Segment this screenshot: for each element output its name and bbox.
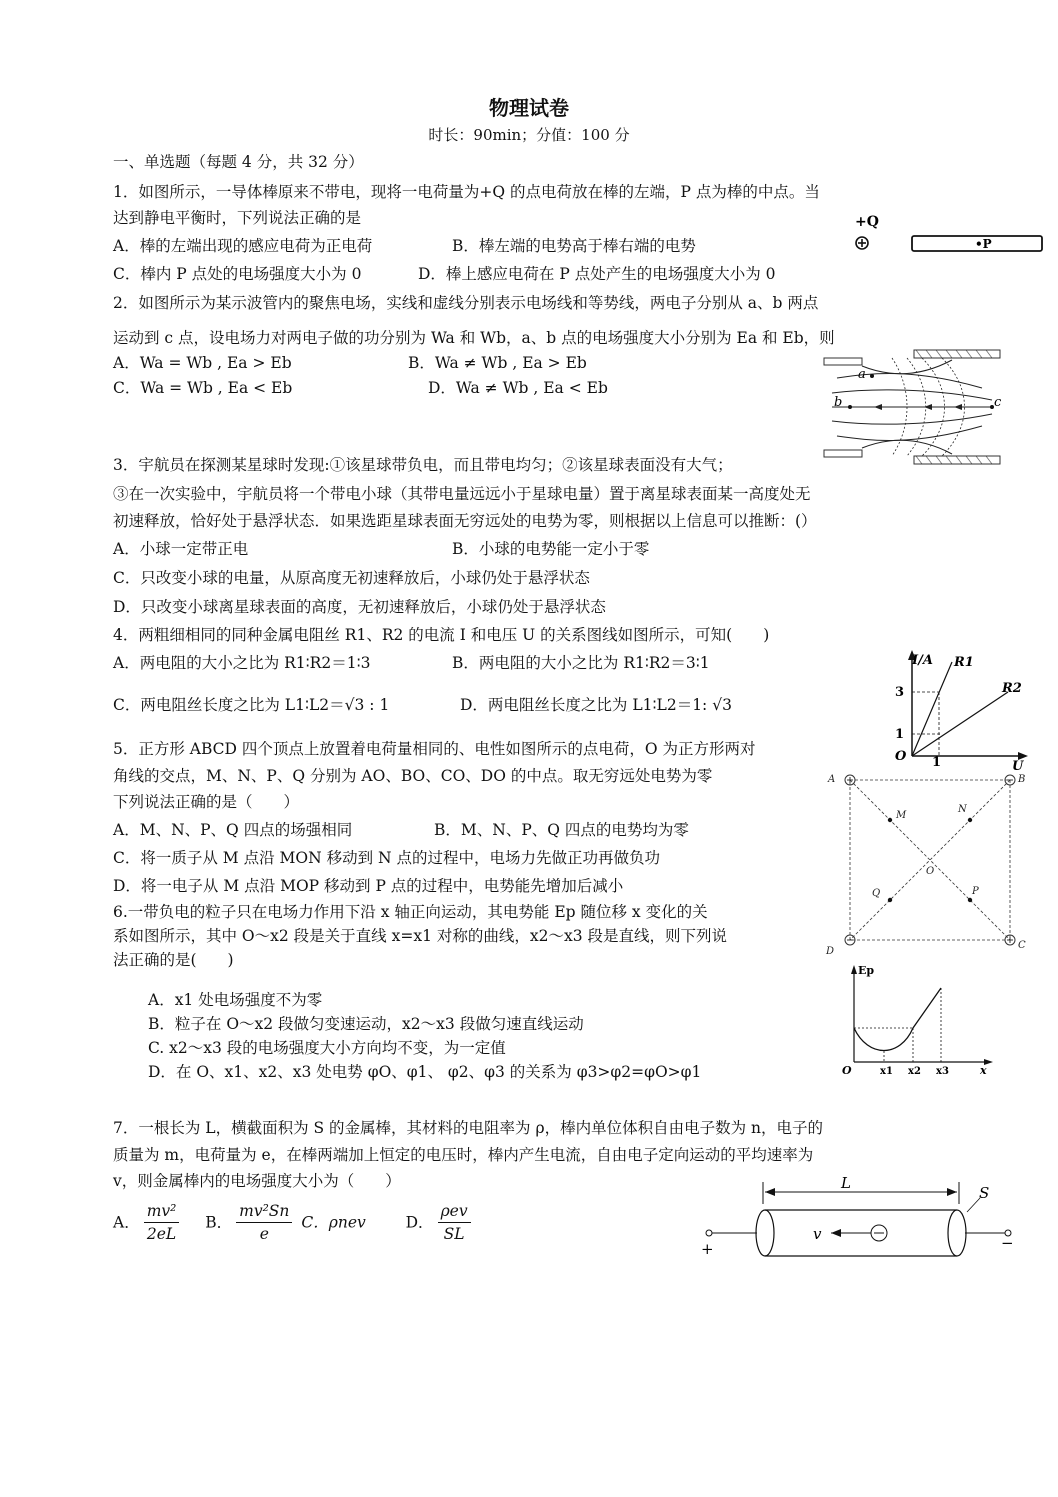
q1-figure <box>850 212 1050 262</box>
q5-fig-label-a: A <box>828 774 836 785</box>
q6-fig-xlabel: x <box>980 1064 987 1077</box>
q7-option-d-fraction <box>438 1200 471 1245</box>
q7-figure <box>695 1176 1030 1266</box>
q4-option-c: C．两电阻丝长度之比为 L1∶L2＝√3 : 1 <box>113 696 390 714</box>
q1-stem-line2: 达到静电平衡时，下列说法正确的是 <box>113 209 362 227</box>
q2-figure <box>822 348 1002 466</box>
q7-option-a-label: A． <box>113 1213 140 1232</box>
q6-fig-tick-x1: x1 <box>880 1066 893 1077</box>
q7-stem-line1: 7．一根长为 L，横截面积为 S 的金属棒，其材料的电阻率为 ρ，棒内单位体积自由电子数为 n，电子的 <box>113 1119 824 1137</box>
q6-option-b: B．粒子在 O～x2 段做匀变速运动，x2～x3 段做匀速直线运动 <box>148 1015 584 1033</box>
q5-stem-line1: 5．正方形 ABCD 四个顶点上放置着电荷量相同的、电性如图所示的点电荷，O 为正方形两对 <box>113 740 756 758</box>
q2-fig-electrode <box>824 358 862 365</box>
q7-fig-label-v: v <box>813 1225 822 1243</box>
q3-option-d: D．只改变小球离星球表面的高度，无初速释放后，小球仍处于悬浮状态 <box>113 598 606 616</box>
q7-option-d-denominator: SL <box>443 1225 465 1243</box>
q4-fig-tick-y1: 1 <box>895 727 905 742</box>
q6-figure <box>838 962 998 1082</box>
q7-option-a-denominator: 2eL <box>146 1225 177 1243</box>
q6-fig-tick-x3: x3 <box>936 1066 949 1077</box>
q2-fig-label-a: a <box>858 367 866 382</box>
q5-fig-point-p <box>968 898 972 902</box>
q7-stem-line3: v，则金属棒内的电场强度大小为（ ） <box>113 1172 401 1190</box>
q5-fig-label-m: M <box>896 810 907 821</box>
q6-option-c: C. x2～x3 段的电场强度大小方向均不变，为一定值 <box>148 1039 506 1057</box>
q4-fig-origin: O <box>895 749 907 764</box>
q4-fig-tick-y3: 3 <box>895 685 905 700</box>
q2-fig-label-b: b <box>834 395 843 410</box>
q7-fig-plus: + <box>701 1240 714 1258</box>
q1-fig-point-label: •P <box>975 237 992 251</box>
q7-option-b-fraction <box>236 1200 292 1245</box>
q7-option-d-label: D． <box>405 1213 434 1232</box>
q2-option-b: B．Wa ≠ Wb , Ea > Eb <box>408 354 587 372</box>
q1-fig-charge-label: +Q <box>855 214 879 230</box>
q4-fig-line-r1 <box>912 662 952 756</box>
q3-stem-line2: ③在一次实验中，宇航员将一个带电小球（其带电量远远小于星球电量）置于离星球表面某一高度处无 <box>113 485 811 503</box>
q4-fig-ylabel: I/A <box>912 653 933 668</box>
q2-fig-field-line <box>862 440 952 454</box>
q2-option-c: C．Wa = Wb , Ea < Eb <box>113 379 293 397</box>
q4-fig-tick-x1: 1 <box>932 755 942 770</box>
q3-option-c: C．只改变小球的电量，从原高度无初速释放后，小球仍处于悬浮状态 <box>113 569 590 587</box>
page-subtitle: 时长：90min；分值：100 分 <box>428 126 630 144</box>
q1-stem-line1: 1．如图所示，一导体棒原来不带电，现将一电荷量为+Q 的点电荷放在棒的左端，P 点为棒的中点。当 <box>113 183 820 201</box>
q5-fig-label-q: Q <box>872 888 881 899</box>
q3-stem-line3: 初速释放，恰好处于悬浮状态．如果选距星球表面无穷远处的电势为零，则根据以上信息可以推断：(） <box>113 512 817 530</box>
q2-fig-field-line <box>832 414 992 424</box>
q7-option-c: C．ρnev <box>301 1213 366 1232</box>
q2-stem-line2: 运动到 c 点，设电场力对两电子做的功分别为 Wa 和 Wb，a、b 点的电场强度大小分别为 Ea 和 Eb，则 <box>113 329 835 347</box>
q4-fig-xlabel: U <box>1012 759 1024 770</box>
q2-stem-line1: 2．如图所示为某示波管内的聚焦电场，实线和虚线分别表示电场线和等势线，两电子分别从 a、b 两点 <box>113 294 819 312</box>
q7-options <box>113 1200 475 1252</box>
page-title: 物理试卷 <box>489 96 569 120</box>
q5-fig-label-d: D <box>826 946 835 957</box>
q5-fig-label-b: B <box>1018 774 1026 785</box>
q7-stem-line2: 质量为 m，电荷量为 e，在棒两端加上恒定的电压时，棒内产生电流，自由电子定向运动的平均速率为 <box>113 1146 814 1164</box>
q4-option-b: B．两电阻的大小之比为 R1∶R2＝3∶1 <box>452 654 710 672</box>
q3-option-a: A．小球一定带正电 <box>113 540 249 558</box>
q2-fig-electrode <box>824 450 862 457</box>
q4-fig-line-r2 <box>912 692 1008 756</box>
q6-stem-line2: 系如图所示，其中 O～x2 段是关于直线 x=x1 对称的曲线，x2～x3 段是直线，则下列说 <box>113 927 727 945</box>
q7-option-a-numerator: mv² <box>144 1200 180 1223</box>
q5-option-c: C．将一质子从 M 点沿 MON 移动到 N 点的过程中，电场力先做正功再做负功 <box>113 849 660 867</box>
section-heading: 一、单选题（每题 4 分，共 32 分） <box>113 153 364 171</box>
q3-option-b: B．小球的电势能一定小于零 <box>452 540 650 558</box>
q5-fig-point-n <box>968 818 972 822</box>
q6-fig-curve <box>854 988 941 1051</box>
q2-option-a: A．Wa = Wb , Ea > Eb <box>113 354 292 372</box>
q6-fig-tick-x2: x2 <box>908 1066 921 1077</box>
q6-fig-ylabel: Ep <box>858 964 875 977</box>
q4-option-d: D．两电阻丝长度之比为 L1∶L2＝1: √3 <box>460 696 732 714</box>
q2-fig-label-c: c <box>994 395 1002 410</box>
q5-fig-label-c: C <box>1018 940 1026 951</box>
q5-figure <box>822 770 1032 960</box>
q6-fig-origin: O <box>842 1064 852 1077</box>
q5-fig-label-n: N <box>958 804 967 815</box>
q7-option-a-fraction <box>144 1200 180 1245</box>
q6-option-a: A．x1 处电场强度不为零 <box>148 991 323 1009</box>
q1-option-b: B．棒左端的电势高于棒右端的电势 <box>452 237 696 255</box>
q7-option-b-numerator: mv²Sn <box>236 1200 292 1223</box>
q4-option-a: A．两电阻的大小之比为 R1∶R2＝1∶3 <box>113 654 371 672</box>
q5-fig-point-m <box>888 818 892 822</box>
q7-option-b-label: B． <box>205 1213 233 1232</box>
q2-fig-field-line <box>862 360 952 374</box>
q5-fig-label-o: O <box>926 866 935 877</box>
q5-fig-point-q <box>888 898 892 902</box>
q5-option-b: B．M、N、P、Q 四点的电势均为零 <box>434 821 689 839</box>
q6-option-d: D．在 O、x1、x2、x3 处电势 φO、φ1、 φ2、φ3 的关系为 φ3>φ2=φO>φ1 <box>148 1063 702 1081</box>
q3-stem-line1: 3．宇航员在探测某星球时发现:①该星球带负电，而且带电均匀；②该星球表面没有大气； <box>113 456 733 474</box>
q5-stem-line3: 下列说法正确的是（ ） <box>113 793 300 811</box>
q6-stem-line3: 法正确的是( ) <box>113 951 234 969</box>
q2-option-d: D．Wa ≠ Wb , Ea < Eb <box>428 379 608 397</box>
q5-option-d: D．将一电子从 M 点沿 MOP 移动到 P 点的过程中，电势能先增加后减小 <box>113 877 624 895</box>
q7-fig-minus: − <box>1001 1234 1014 1252</box>
q1-option-a: A．棒的左端出现的感应电荷为正电荷 <box>113 237 373 255</box>
q1-option-d: D．棒上感应电荷在 P 点处产生的电场强度大小为 0 <box>418 265 776 283</box>
q1-option-c: C．棒内 P 点处的电场强度大小为 0 <box>113 265 362 283</box>
q2-fig-point-a <box>870 374 874 378</box>
q5-stem-line2: 角线的交点，M、N、P、Q 分别为 AO、BO、CO、DO 的中点。取无穷远处电势为零 <box>113 767 713 785</box>
q4-fig-label-r1: R1 <box>954 655 974 670</box>
q6-stem-line1: 6.一带负电的粒子只在电场力作用下沿 x 轴正向运动，其电势能 Ep 随位移 x 变化的关 <box>113 903 708 921</box>
q5-option-a: A．M、N、P、Q 四点的场强相同 <box>113 821 353 839</box>
q7-option-b-denominator: e <box>259 1225 269 1243</box>
q4-fig-label-r2: R2 <box>1002 681 1022 696</box>
q7-fig-label-s: S <box>979 1184 990 1202</box>
q7-fig-label-l: L <box>841 1176 851 1192</box>
q4-figure <box>890 648 1030 770</box>
q2-fig-field-line <box>832 390 992 400</box>
q7-option-d-numerator: ρev <box>438 1200 471 1223</box>
q2-fig-point-b <box>848 405 852 409</box>
q5-fig-label-p: P <box>972 886 979 897</box>
q4-stem-line1: 4．两粗细相同的同种金属电阻丝 R1、R2 的电流 I 和电压 U 的关系图线如图所示，可知( ) <box>113 626 770 644</box>
